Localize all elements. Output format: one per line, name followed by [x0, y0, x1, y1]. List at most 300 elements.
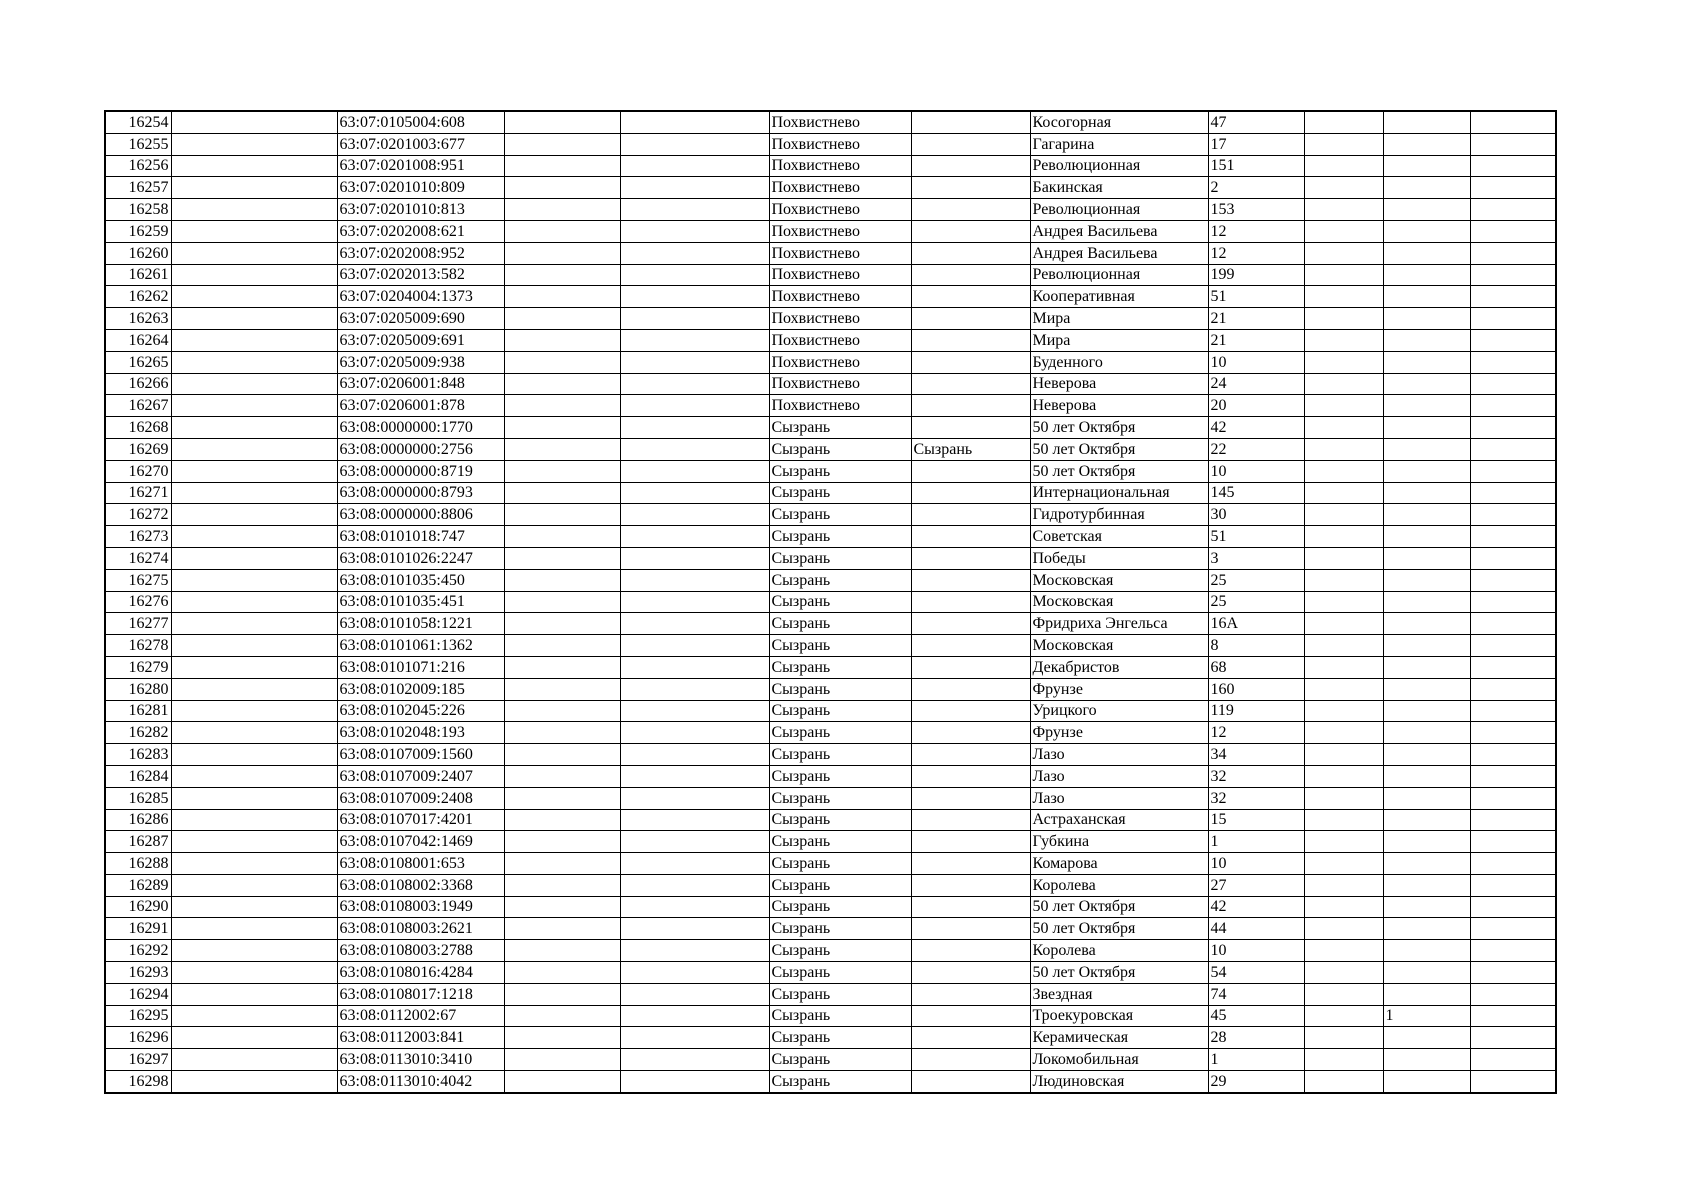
city-cell: Сызрань — [769, 765, 911, 787]
house-number-cell: 32 — [1208, 765, 1304, 787]
building-cell — [1383, 308, 1470, 330]
building-cell — [1383, 983, 1470, 1005]
empty-cell — [1304, 308, 1383, 330]
building-cell — [1383, 787, 1470, 809]
table-row — [105, 526, 1556, 548]
empty-cell — [504, 155, 620, 177]
row-number-cell: 16286 — [105, 809, 171, 831]
empty-cell — [1470, 177, 1556, 199]
city-cell: Сызрань — [769, 744, 911, 766]
city-cell: Сызрань — [769, 722, 911, 744]
empty-cell — [504, 656, 620, 678]
city-cell: Сызрань — [769, 504, 911, 526]
building-cell — [1383, 613, 1470, 635]
locality-cell — [911, 373, 1030, 395]
empty-cell — [1470, 569, 1556, 591]
street-cell: 50 лет Октября — [1030, 460, 1208, 482]
empty-cell — [171, 918, 337, 940]
city-cell: Похвистнево — [769, 155, 911, 177]
city-cell: Сызрань — [769, 700, 911, 722]
row-number-cell: 16262 — [105, 286, 171, 308]
empty-cell — [1470, 765, 1556, 787]
table-row — [105, 918, 1556, 940]
building-cell — [1383, 591, 1470, 613]
city-cell: Сызрань — [769, 591, 911, 613]
empty-cell — [620, 220, 769, 242]
empty-cell — [620, 308, 769, 330]
row-number-cell: 16260 — [105, 242, 171, 264]
empty-cell — [171, 613, 337, 635]
empty-cell — [620, 853, 769, 875]
house-number-cell: 199 — [1208, 264, 1304, 286]
empty-cell — [620, 526, 769, 548]
city-cell: Сызрань — [769, 1027, 911, 1049]
building-cell — [1383, 678, 1470, 700]
house-number-cell: 17 — [1208, 133, 1304, 155]
empty-cell — [620, 155, 769, 177]
empty-cell — [1470, 656, 1556, 678]
city-cell: Сызрань — [769, 613, 911, 635]
empty-cell — [171, 831, 337, 853]
empty-cell — [504, 1027, 620, 1049]
empty-cell — [504, 438, 620, 460]
city-cell: Похвистнево — [769, 177, 911, 199]
table-row — [105, 700, 1556, 722]
building-cell — [1383, 896, 1470, 918]
empty-cell — [1304, 853, 1383, 875]
empty-cell — [171, 373, 337, 395]
empty-cell — [1470, 373, 1556, 395]
table-row — [105, 199, 1556, 221]
building-cell — [1383, 1071, 1470, 1093]
table-row — [105, 417, 1556, 439]
empty-cell — [504, 547, 620, 569]
building-cell — [1383, 417, 1470, 439]
city-cell: Сызрань — [769, 962, 911, 984]
empty-cell — [504, 787, 620, 809]
city-cell: Сызрань — [769, 656, 911, 678]
empty-cell — [504, 460, 620, 482]
table-row — [105, 482, 1556, 504]
street-cell: Локомобильная — [1030, 1049, 1208, 1071]
city-cell: Сызрань — [769, 918, 911, 940]
empty-cell — [1304, 329, 1383, 351]
empty-cell — [171, 460, 337, 482]
building-cell — [1383, 831, 1470, 853]
street-cell: Мира — [1030, 329, 1208, 351]
empty-cell — [1470, 395, 1556, 417]
empty-cell — [504, 504, 620, 526]
city-cell: Сызрань — [769, 983, 911, 1005]
street-cell: Троекуровская — [1030, 1005, 1208, 1027]
empty-cell — [504, 722, 620, 744]
empty-cell — [504, 1049, 620, 1071]
house-number-cell: 10 — [1208, 351, 1304, 373]
empty-cell — [1304, 700, 1383, 722]
empty-cell — [504, 373, 620, 395]
building-cell — [1383, 809, 1470, 831]
cadastral-number-cell: 63:07:0204004:1373 — [337, 286, 504, 308]
house-number-cell: 1 — [1208, 831, 1304, 853]
empty-cell — [171, 765, 337, 787]
street-cell: Фрунзе — [1030, 678, 1208, 700]
empty-cell — [504, 896, 620, 918]
empty-cell — [620, 787, 769, 809]
row-number-cell: 16256 — [105, 155, 171, 177]
empty-cell — [1470, 460, 1556, 482]
empty-cell — [1470, 635, 1556, 657]
city-cell: Сызрань — [769, 874, 911, 896]
empty-cell — [504, 744, 620, 766]
locality-cell — [911, 678, 1030, 700]
house-number-cell: 119 — [1208, 700, 1304, 722]
empty-cell — [620, 569, 769, 591]
empty-cell — [620, 962, 769, 984]
empty-cell — [620, 373, 769, 395]
cadastral-number-cell: 63:08:0112003:841 — [337, 1027, 504, 1049]
empty-cell — [504, 242, 620, 264]
city-cell: Сызрань — [769, 569, 911, 591]
city-cell: Сызрань — [769, 1005, 911, 1027]
city-cell: Похвистнево — [769, 351, 911, 373]
empty-cell — [171, 329, 337, 351]
locality-cell — [911, 831, 1030, 853]
empty-cell — [620, 1005, 769, 1027]
building-cell — [1383, 482, 1470, 504]
house-number-cell: 28 — [1208, 1027, 1304, 1049]
cadastral-number-cell: 63:07:0205009:690 — [337, 308, 504, 330]
city-cell: Сызрань — [769, 460, 911, 482]
empty-cell — [171, 1049, 337, 1071]
empty-cell — [171, 700, 337, 722]
empty-cell — [1470, 242, 1556, 264]
empty-cell — [1470, 1027, 1556, 1049]
empty-cell — [1304, 199, 1383, 221]
empty-cell — [1304, 591, 1383, 613]
empty-cell — [1304, 242, 1383, 264]
empty-cell — [1304, 1005, 1383, 1027]
empty-cell — [1304, 438, 1383, 460]
empty-cell — [171, 264, 337, 286]
city-cell: Похвистнево — [769, 286, 911, 308]
empty-cell — [504, 809, 620, 831]
empty-cell — [504, 482, 620, 504]
row-number-cell: 16294 — [105, 983, 171, 1005]
empty-cell — [171, 678, 337, 700]
locality-cell — [911, 220, 1030, 242]
house-number-cell: 32 — [1208, 787, 1304, 809]
building-cell — [1383, 569, 1470, 591]
cadastral-number-cell: 63:07:0201008:951 — [337, 155, 504, 177]
city-cell: Сызрань — [769, 547, 911, 569]
cadastral-number-cell: 63:08:0101035:450 — [337, 569, 504, 591]
city-cell: Сызрань — [769, 787, 911, 809]
row-number-cell: 16264 — [105, 329, 171, 351]
city-cell: Сызрань — [769, 940, 911, 962]
empty-cell — [620, 264, 769, 286]
table-row — [105, 962, 1556, 984]
street-cell: Неверова — [1030, 373, 1208, 395]
empty-cell — [171, 853, 337, 875]
street-cell: Косогорная — [1030, 111, 1208, 133]
empty-cell — [504, 199, 620, 221]
empty-cell — [1470, 351, 1556, 373]
cadastral-number-cell: 63:08:0112002:67 — [337, 1005, 504, 1027]
table-row — [105, 133, 1556, 155]
building-cell — [1383, 765, 1470, 787]
cadastral-number-cell: 63:07:0202008:621 — [337, 220, 504, 242]
locality-cell — [911, 1027, 1030, 1049]
building-cell — [1383, 656, 1470, 678]
row-number-cell: 16293 — [105, 962, 171, 984]
building-cell — [1383, 700, 1470, 722]
empty-cell — [1470, 547, 1556, 569]
house-number-cell: 25 — [1208, 591, 1304, 613]
building-cell — [1383, 853, 1470, 875]
house-number-cell: 153 — [1208, 199, 1304, 221]
row-number-cell: 16265 — [105, 351, 171, 373]
row-number-cell: 16289 — [105, 874, 171, 896]
locality-cell — [911, 1049, 1030, 1071]
table-row — [105, 395, 1556, 417]
empty-cell — [1304, 744, 1383, 766]
house-number-cell: 47 — [1208, 111, 1304, 133]
empty-cell — [620, 656, 769, 678]
empty-cell — [1304, 417, 1383, 439]
empty-cell — [620, 722, 769, 744]
house-number-cell: 54 — [1208, 962, 1304, 984]
row-number-cell: 16278 — [105, 635, 171, 657]
table-row — [105, 1049, 1556, 1071]
empty-cell — [1304, 569, 1383, 591]
empty-cell — [1470, 831, 1556, 853]
empty-cell — [620, 460, 769, 482]
empty-cell — [171, 983, 337, 1005]
empty-cell — [1304, 1071, 1383, 1093]
city-cell: Сызрань — [769, 417, 911, 439]
empty-cell — [171, 395, 337, 417]
street-cell: Урицкого — [1030, 700, 1208, 722]
empty-cell — [171, 220, 337, 242]
row-number-cell: 16263 — [105, 308, 171, 330]
empty-cell — [1470, 482, 1556, 504]
row-number-cell: 16273 — [105, 526, 171, 548]
empty-cell — [1470, 983, 1556, 1005]
street-cell: Астраханская — [1030, 809, 1208, 831]
building-cell — [1383, 242, 1470, 264]
locality-cell — [911, 329, 1030, 351]
empty-cell — [504, 700, 620, 722]
house-number-cell: 45 — [1208, 1005, 1304, 1027]
empty-cell — [171, 1071, 337, 1093]
table-row — [105, 787, 1556, 809]
house-number-cell: 29 — [1208, 1071, 1304, 1093]
house-number-cell: 21 — [1208, 308, 1304, 330]
empty-cell — [1470, 678, 1556, 700]
empty-cell — [1304, 373, 1383, 395]
locality-cell — [911, 155, 1030, 177]
row-number-cell: 16271 — [105, 482, 171, 504]
empty-cell — [504, 983, 620, 1005]
street-cell: Победы — [1030, 547, 1208, 569]
table-row — [105, 983, 1556, 1005]
table-row — [105, 1071, 1556, 1093]
table-row — [105, 547, 1556, 569]
empty-cell — [1470, 700, 1556, 722]
row-number-cell: 16266 — [105, 373, 171, 395]
empty-cell — [1304, 177, 1383, 199]
cadastral-number-cell: 63:07:0206001:878 — [337, 395, 504, 417]
locality-cell — [911, 351, 1030, 373]
empty-cell — [1470, 613, 1556, 635]
locality-cell — [911, 504, 1030, 526]
city-cell: Сызрань — [769, 809, 911, 831]
empty-cell — [504, 308, 620, 330]
house-number-cell: 10 — [1208, 460, 1304, 482]
street-cell: Московская — [1030, 569, 1208, 591]
locality-cell — [911, 308, 1030, 330]
cadastral-number-cell: 63:07:0202008:952 — [337, 242, 504, 264]
empty-cell — [1470, 853, 1556, 875]
empty-cell — [504, 613, 620, 635]
street-cell: Кооперативная — [1030, 286, 1208, 308]
locality-cell — [911, 700, 1030, 722]
row-number-cell: 16281 — [105, 700, 171, 722]
street-cell: Королева — [1030, 940, 1208, 962]
empty-cell — [1470, 308, 1556, 330]
building-cell — [1383, 220, 1470, 242]
empty-cell — [1304, 765, 1383, 787]
locality-cell — [911, 395, 1030, 417]
empty-cell — [1304, 504, 1383, 526]
street-cell: Московская — [1030, 591, 1208, 613]
cadastral-number-cell: 63:08:0000000:2756 — [337, 438, 504, 460]
building-cell — [1383, 722, 1470, 744]
table-row — [105, 351, 1556, 373]
house-number-cell: 34 — [1208, 744, 1304, 766]
cadastral-number-cell: 63:08:0108002:3368 — [337, 874, 504, 896]
street-cell: Гидротурбинная — [1030, 504, 1208, 526]
empty-cell — [620, 940, 769, 962]
city-cell: Сызрань — [769, 635, 911, 657]
empty-cell — [171, 656, 337, 678]
table-row — [105, 155, 1556, 177]
empty-cell — [1470, 874, 1556, 896]
locality-cell — [911, 1005, 1030, 1027]
locality-cell — [911, 656, 1030, 678]
cadastral-number-cell: 63:08:0108003:1949 — [337, 896, 504, 918]
city-cell: Сызрань — [769, 438, 911, 460]
row-number-cell: 16292 — [105, 940, 171, 962]
empty-cell — [620, 678, 769, 700]
empty-cell — [620, 482, 769, 504]
building-cell — [1383, 460, 1470, 482]
building-cell: 1 — [1383, 1005, 1470, 1027]
city-cell: Похвистнево — [769, 395, 911, 417]
building-cell — [1383, 962, 1470, 984]
city-cell: Сызрань — [769, 853, 911, 875]
locality-cell — [911, 940, 1030, 962]
empty-cell — [1470, 722, 1556, 744]
house-number-cell: 21 — [1208, 329, 1304, 351]
table-row — [105, 853, 1556, 875]
empty-cell — [1470, 438, 1556, 460]
empty-cell — [1470, 329, 1556, 351]
locality-cell — [911, 809, 1030, 831]
empty-cell — [1470, 1071, 1556, 1093]
empty-cell — [620, 111, 769, 133]
empty-cell — [1304, 1027, 1383, 1049]
empty-cell — [620, 918, 769, 940]
street-cell: Людиновская — [1030, 1071, 1208, 1093]
locality-cell — [911, 896, 1030, 918]
building-cell — [1383, 635, 1470, 657]
empty-cell — [1470, 940, 1556, 962]
house-number-cell: 24 — [1208, 373, 1304, 395]
empty-cell — [620, 395, 769, 417]
empty-cell — [620, 983, 769, 1005]
cadastral-number-cell: 63:07:0105004:608 — [337, 111, 504, 133]
row-number-cell: 16257 — [105, 177, 171, 199]
empty-cell — [171, 482, 337, 504]
empty-cell — [1304, 722, 1383, 744]
table-row — [105, 220, 1556, 242]
building-cell — [1383, 111, 1470, 133]
locality-cell — [911, 242, 1030, 264]
street-cell: Звездная — [1030, 983, 1208, 1005]
empty-cell — [1304, 220, 1383, 242]
empty-cell — [504, 111, 620, 133]
empty-cell — [171, 962, 337, 984]
empty-cell — [1304, 526, 1383, 548]
row-number-cell: 16290 — [105, 896, 171, 918]
city-cell: Сызрань — [769, 482, 911, 504]
row-number-cell: 16276 — [105, 591, 171, 613]
table-row — [105, 177, 1556, 199]
empty-cell — [504, 264, 620, 286]
street-cell: Лазо — [1030, 787, 1208, 809]
row-number-cell: 16255 — [105, 133, 171, 155]
cadastral-number-cell: 63:07:0205009:691 — [337, 329, 504, 351]
empty-cell — [1304, 896, 1383, 918]
empty-cell — [171, 286, 337, 308]
row-number-cell: 16285 — [105, 787, 171, 809]
street-cell: Лазо — [1030, 765, 1208, 787]
empty-cell — [1470, 896, 1556, 918]
empty-cell — [504, 1005, 620, 1027]
house-number-cell: 145 — [1208, 482, 1304, 504]
empty-cell — [620, 765, 769, 787]
empty-cell — [171, 547, 337, 569]
street-cell: Андрея Васильева — [1030, 220, 1208, 242]
row-number-cell: 16261 — [105, 264, 171, 286]
street-cell: 50 лет Октября — [1030, 962, 1208, 984]
house-number-cell: 51 — [1208, 286, 1304, 308]
cadastral-number-cell: 63:08:0113010:4042 — [337, 1071, 504, 1093]
house-number-cell: 12 — [1208, 220, 1304, 242]
empty-cell — [171, 787, 337, 809]
street-cell: Интернациональная — [1030, 482, 1208, 504]
empty-cell — [620, 831, 769, 853]
cadastral-number-cell: 63:07:0201003:677 — [337, 133, 504, 155]
row-number-cell: 16283 — [105, 744, 171, 766]
empty-cell — [171, 809, 337, 831]
building-cell — [1383, 940, 1470, 962]
empty-cell — [1470, 1049, 1556, 1071]
empty-cell — [1470, 744, 1556, 766]
empty-cell — [504, 962, 620, 984]
cadastral-number-cell: 63:08:0101018:747 — [337, 526, 504, 548]
